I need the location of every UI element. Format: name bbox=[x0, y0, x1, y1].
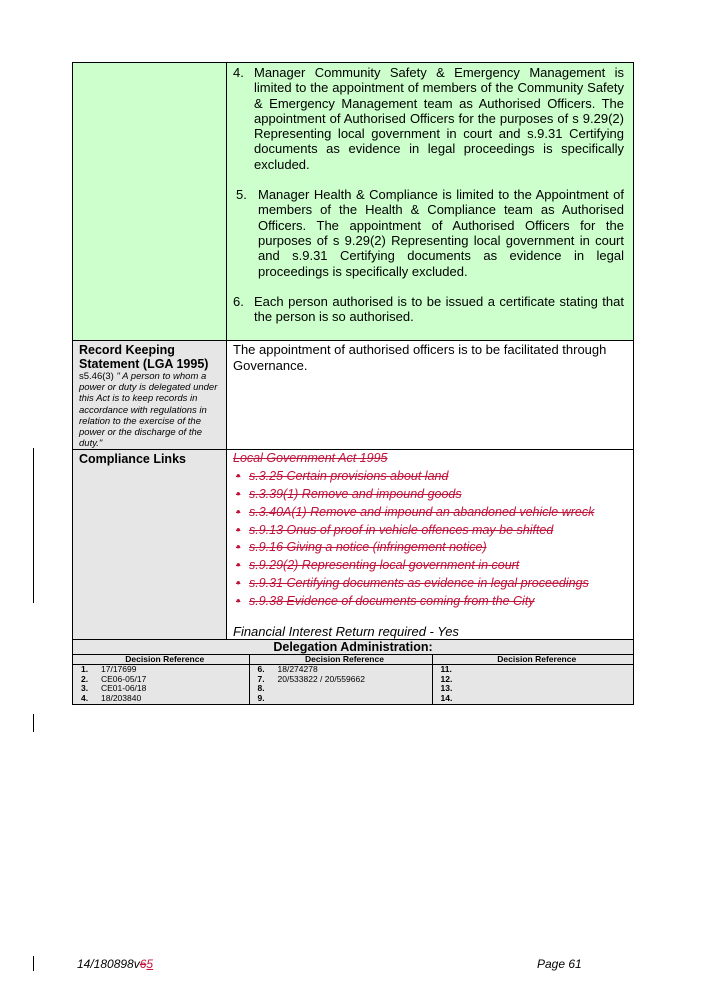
compliance-label: Compliance Links bbox=[79, 452, 186, 467]
conditions-cell bbox=[227, 63, 634, 341]
compliance-link-item: • s.3.25 Certain provisions about land bbox=[233, 468, 627, 486]
legislation-title: Local Government Act 1995 bbox=[233, 451, 388, 466]
change-bar bbox=[33, 956, 34, 971]
document-reference: 14/180898v65 bbox=[77, 957, 154, 971]
compliance-link-item: • s.9.38 Evidence of documents coming from the City bbox=[233, 593, 627, 611]
compliance-links bbox=[227, 450, 634, 639]
decision-reference-table bbox=[73, 655, 633, 704]
table-row: 4. 18/203840 9. 14. bbox=[73, 694, 633, 704]
compliance-link-item: • s.3.40A(1) Remove and impound an abandoned vehicle wreck bbox=[233, 504, 627, 522]
delegation-table bbox=[72, 62, 634, 705]
condition-item: 6. Each person authorised is to be issued a certificate stating that the person is so authorised. bbox=[233, 293, 624, 325]
table-row: 3. CE01-06/18 8. 13. bbox=[73, 684, 633, 694]
record-keeping-note: s5.46(3) " A person to whom a power or duty is delegated under this Act is to keep records in accordance with regulations in relation to the exercise of the power or the discharge of the duty." bbox=[79, 371, 218, 450]
record-keeping-label-cell bbox=[73, 341, 227, 450]
version-deleted: 6 bbox=[139, 957, 147, 971]
compliance-link-item: • s.9.13 Onus of proof in vehicle offences may be shifted bbox=[233, 522, 627, 540]
conditions-label-cell bbox=[73, 63, 227, 341]
change-bar bbox=[33, 714, 34, 732]
delegation-administration bbox=[73, 639, 634, 704]
decision-reference-header: Decision Reference bbox=[432, 655, 633, 665]
version-inserted: 5 bbox=[146, 957, 154, 971]
compliance-link-item: • s.9.31 Certifying documents as evidence in legal proceedings bbox=[233, 575, 627, 593]
administration-title: Delegation Administration: bbox=[73, 640, 633, 655]
record-keeping-label: Record Keeping Statement (LGA 1995) bbox=[79, 343, 209, 371]
compliance-link-item: • s.9.29(2) Representing local government in court bbox=[233, 557, 627, 575]
compliance-link-item: • s.9.16 Giving a notice (infringement notice) bbox=[233, 539, 627, 557]
change-bar bbox=[33, 448, 34, 603]
table-row: 1. 17/17699 6. 18/274278 11. bbox=[73, 665, 633, 675]
page-number: Page 61 bbox=[537, 957, 582, 971]
decision-reference-header: Decision Reference bbox=[73, 655, 249, 665]
compliance-link-item: • s.3.39(1) Remove and impound goods bbox=[233, 486, 627, 504]
decision-reference-header: Decision Reference bbox=[249, 655, 432, 665]
financial-interest-return: Financial Interest Return required - Yes bbox=[233, 623, 459, 639]
record-keeping-value: The appointment of authorised officers is to be facilitated through Governance. bbox=[227, 341, 634, 450]
table-row: 2. CE06-05/17 7. 20/533822 / 20/559662 12. bbox=[73, 675, 633, 685]
condition-item: 4. Manager Community Safety & Emergency Management is limited to the appointment of members of the Community Safety & Emergency Management team as Authorised Officers. The appointment of Authorised Officers for the purposes of s 9.29(2) Representing local government in court and s.9.31 Certifying documents as evidence in legal proceedings is specifically excluded. bbox=[233, 65, 624, 172]
compliance-label-cell bbox=[73, 450, 227, 639]
condition-item: 5. Manager Health & Compliance is limited to the Appointment of members of the Health & Compliance team as Authorised Officers. The appointment of Authorised Officers for the purposes of s 9.29(2) Representing local government in court and s.9.31 Certifying documents as evidence in legal proceedings is specifically excluded. bbox=[236, 187, 624, 279]
